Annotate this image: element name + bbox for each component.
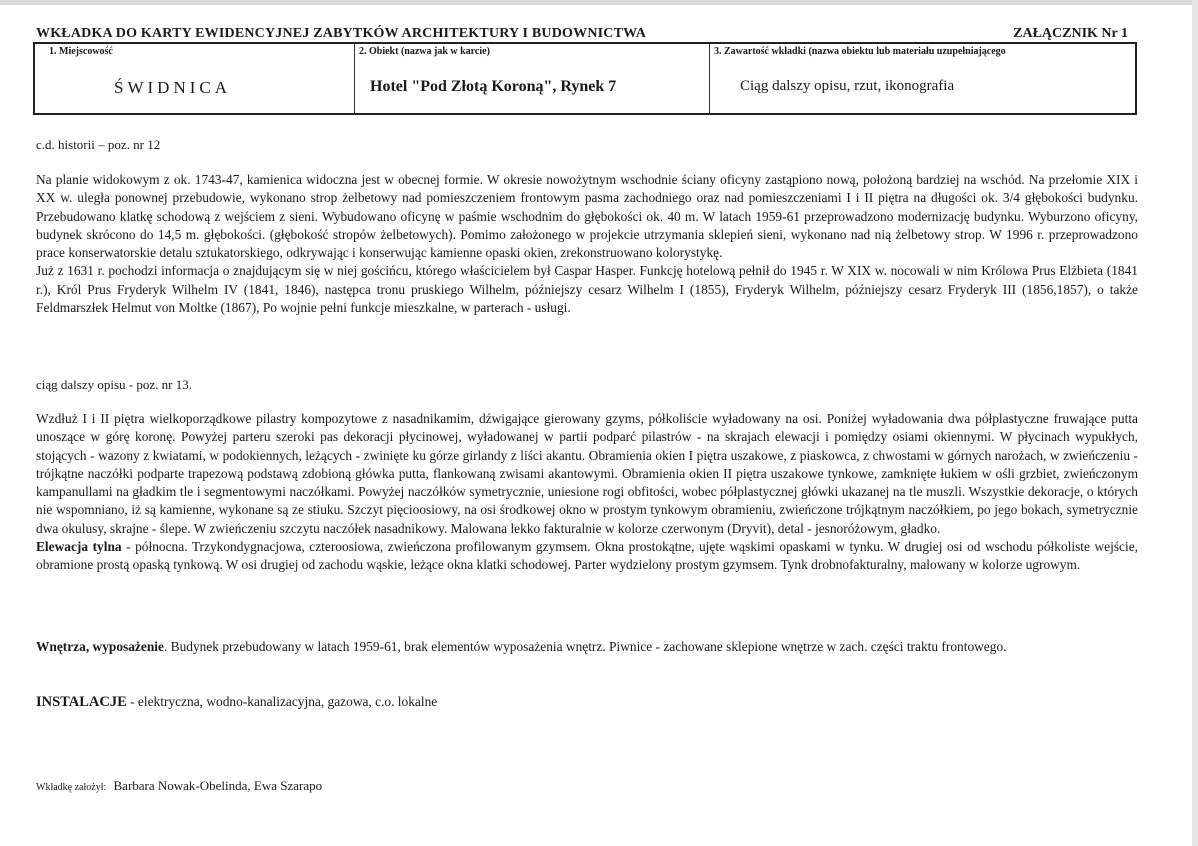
signer-names: Barbara Nowak-Obelinda, Ewa Szarapo <box>113 778 323 793</box>
locality-cell <box>35 44 354 113</box>
history-section <box>36 171 1138 317</box>
installations-text: - elektryczna, wodno-kanalizacyjna, gazowa, c.o. lokalne <box>126 694 438 709</box>
scan-top-edge <box>0 0 1198 5</box>
rear-elevation-label: Elewacja tylna <box>36 539 122 555</box>
content-value: Ciąg dalszy opisu, rzut, ikonografia <box>740 78 955 94</box>
installations-section <box>36 693 1138 711</box>
interior-text: . Budynek przebudowany w latach 1959-61, brak elementów wyposażenia wnętrz. Piwnice - zachowane sklepione wnętrze w zach. części traktu frontowego. <box>163 639 1007 654</box>
interior-section <box>36 638 1138 656</box>
object-cell <box>354 44 709 113</box>
document-title: WKŁADKA DO KARTY EWIDENCYJNEJ ZABYTKÓW ARCHITEKTURY I BUDOWNICTWA <box>36 26 647 41</box>
description-section <box>36 410 1138 575</box>
content-cell <box>709 44 1135 113</box>
rear-elevation-text: - północna. Trzykondygnacjowa, czteroosiowa, zwieńczona profilowanym gzymsem. Okna prostokątne, ujęte wąskimi opaskami w tynku. W drugiej osi od wschodu półkoliste wejście, obramione prostą opaską tynkową. W osi drugiej od zachodu wąskie, leżące okna klatki schodowej. Parter wydzielony prostym gzymsem. Tynk drobnofakturalny, malowany w kolorze ugrowym. <box>36 539 1138 573</box>
history-paragraph-1: Na planie widokowym z ok. 1743-47, kamienica widoczna jest w obecnej formie. W okresie nowożytnym wschodnie ściany oficyny zastąpiono nową, położoną bardziej na wschód. Na przełomie XIX i XX w. uległa ponownej przebudowie, wykonano strop żelbetowy nad pomieszczeniem frontowym pasma zachodniego oraz nad pomieszczeniami I i II piętra na długości ok. 3/4 głębokości budynku. Przebudowano klatkę schodową z wejściem z sieni. Wybudowano oficynę w paśmie wschodnim do głębokości ok. 40 m. W latach 1959-61 przeprowadzono modernizację budynku. Wyburzono oficyny, budynek skrócono do 14,5 m. głębokości. (głębokość stropów żelbetowych). Pomimo założonego w projekcie utrzymania sklepień sieni, wykonano nad nią żelbetowy strop. W 1996 r. przeprowadzono prace konserwatorskie detalu sztukatorskiego, odkrywając i konserwując kamienne opaski okien, zrekonstruowano kolorystykę. <box>36 172 1138 261</box>
description-note: ciąg dalszy opisu - poz. nr 13. <box>36 377 192 392</box>
interior-label: Wnętrza, wyposażenie <box>36 639 164 654</box>
header-form-table <box>33 42 1137 115</box>
locality-label: 1. Miejscowość <box>49 46 113 57</box>
signer-line <box>36 778 322 794</box>
history-note: c.d. historii – poz. nr 12 <box>36 137 161 152</box>
rear-elevation <box>36 538 1138 575</box>
attachment-number: ZAŁĄCZNIK Nr 1 <box>1013 26 1128 41</box>
object-value: Hotel "Pod Złotą Koroną", Rynek 7 <box>370 78 617 95</box>
installations-label: INSTALACJE <box>36 694 127 710</box>
signer-label: Wkładkę założył: <box>36 782 107 793</box>
facade-description: Wzdłuż I i II piętra wielkoporządkowe pilastry kompozytowe z nasadnikamim, dźwigające gierowany gzyms, półkoliście wyładowany na osi. Poniżej wyładowania dwa półplastyczne fruwające putta unoszące w górę koronę. Powyżej parteru szeroki pas dekoracji płycinowej, wyładowanej w partii podparć pilastrów - na skrajach elewacji i pomiędzy osiami okiennymi. W płycinach wypukłych, stojących - wazony z kwiatami, w podokiennych, leżących - zwinięte ku górze girlandy z liści akantu. Obramienia okien I piętra uszakowe, z piaskowca, z chwostami w górnych narożach, w zwieńczeniu - trójkątne naczółki podparte trapezową podstawą zdobioną główka putta, flankowaną zwisami akantowymi. Obramienia okien II piętra uszakowe tynkowe, zamknięte łukiem w ośli grzbiet, zwieńczonym kampanullami na gładkim tle i segmentowymi naczółkami. Powyżej naczółków symetrycznie, uniesione rogi obfitości, wobec półplastycznej główki ukazanej na tle muszli. Wszystkie dekoracje, o których nie wspomniano, iż są kamienne, wykonane są ze stiuku. Szczyt pięcioosiowy, na osi środkowej okno w prostym tynkowym obramieniu, zwieńczone trójkątnym naczółkiem, po jego bokach, symetrycznie dwa okulusy, skrajne - ślepe. W zwieńczeniu szczytu naczółek nasadnikowy. Malowana lekko fakturalnie w kolorze czerwonym (Dryvit), detal - jesnoróżowym, gładko. <box>36 411 1138 536</box>
object-label: 2. Obiekt (nazwa jak w karcie) <box>359 46 490 57</box>
history-paragraph-2: Już z 1631 r. pochodzi informacja o znajdującym się w niej gościńcu, którego właścicielem był Caspar Hasper. Funkcję hotelową pełnił do 1945 r. W XIX w. nocowali w nim Królowa Prus Elżbieta (1841 r.), Król Prus Fryderyk Wilhelm IV (1841, 1846), następca tronu pruskiego Wilhelm, późniejszy cesarz Wilhelm I (1855), Fryderyk Wilhelm, późniejszy cesarz Fryderyk III (1856,1857), o także Feldmarszłek Helmut von Moltke (1867), Po wojnie pełni funkcje mieszkalne, w parterach - usługi. <box>36 263 1138 316</box>
content-label: 3. Zawartość wkładki (nazwa obiektu lub materiału uzupełniającego <box>714 46 1006 57</box>
locality-value: ŚWIDNICA <box>114 78 231 97</box>
scan-right-edge <box>1192 0 1198 846</box>
